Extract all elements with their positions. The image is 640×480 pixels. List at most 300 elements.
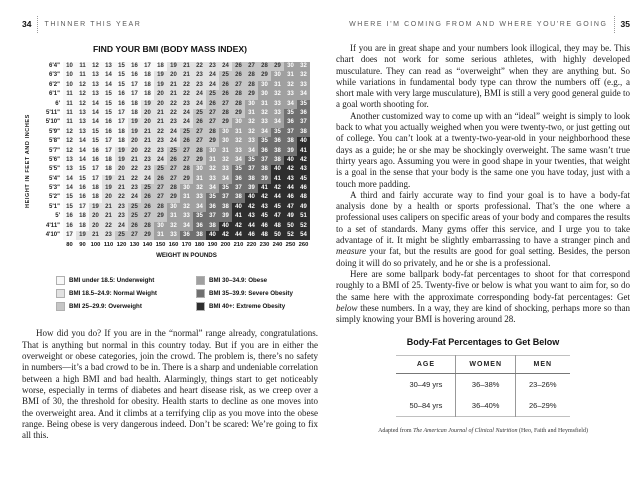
- bmi-cell: 33: [245, 137, 258, 146]
- bmi-cell: 16: [76, 184, 89, 193]
- bmi-cell: 26: [141, 203, 154, 212]
- bmi-cell: 47: [271, 212, 284, 221]
- bmi-cell: 19: [154, 71, 167, 80]
- bmi-cell: 42: [245, 203, 258, 212]
- bmi-cell: 44: [271, 193, 284, 202]
- italic-text: measure: [336, 246, 367, 257]
- bmi-cell: 18: [141, 81, 154, 90]
- bmi-cell: 16: [115, 100, 128, 109]
- bmi-cell: 29: [258, 71, 271, 80]
- bmi-cell: 27: [206, 109, 219, 118]
- bmi-cell: 14: [63, 184, 76, 193]
- bmi-cell: 20: [128, 147, 141, 156]
- bmi-cell: 38: [232, 193, 245, 202]
- bmi-cell: 42: [258, 193, 271, 202]
- bmi-cell: 46: [245, 231, 258, 240]
- bmi-cell: 31: [167, 212, 180, 221]
- bmi-cell: 15: [115, 81, 128, 90]
- bmi-cell: 16: [89, 147, 102, 156]
- bmi-grid: [36, 62, 318, 240]
- header-divider: [614, 16, 615, 33]
- bmi-cell: 17: [76, 203, 89, 212]
- bmi-cell: 23: [193, 81, 206, 90]
- bmi-cell: 27: [245, 62, 258, 71]
- bmi-cell: 27: [206, 118, 219, 127]
- bmi-cell: 30: [193, 165, 206, 174]
- bmi-cell: 34: [245, 147, 258, 156]
- bmi-cell: 24: [128, 193, 141, 202]
- legend-label: BMI under 18.5: Underweight: [69, 277, 155, 285]
- bmi-weight-label: 150: [155, 242, 166, 249]
- bmi-cell: 18: [115, 128, 128, 137]
- bmi-cell: 14: [76, 137, 89, 146]
- bmi-cell: 32: [219, 156, 232, 165]
- bmi-cell: 41: [258, 184, 271, 193]
- legend-swatch: [196, 302, 205, 311]
- bmi-cell: 20: [102, 193, 115, 202]
- bmi-cell: 23: [193, 71, 206, 80]
- bmi-row: [36, 231, 318, 240]
- bmi-cell: 27: [167, 165, 180, 174]
- bmi-cell: 13: [63, 165, 76, 174]
- legend-label: BMI 40+: Extreme Obesity: [209, 303, 286, 311]
- bmi-cell: 13: [89, 71, 102, 80]
- bmi-cell: 35: [258, 137, 271, 146]
- bmi-cell: 20: [89, 212, 102, 221]
- bmi-cell: 26: [167, 156, 180, 165]
- bmi-cell: 30: [219, 137, 232, 146]
- bmi-cell: 37: [297, 118, 310, 127]
- bmi-cell: 16: [102, 128, 115, 137]
- bmi-cell: 16: [76, 193, 89, 202]
- bmi-cell: 33: [206, 175, 219, 184]
- legend-swatch: [56, 289, 65, 298]
- bmi-cell: 32: [245, 118, 258, 127]
- bmi-cell: 28: [167, 184, 180, 193]
- bmi-cell: 23: [128, 184, 141, 193]
- bmi-cell: 19: [115, 156, 128, 165]
- bmi-cell: 16: [128, 62, 141, 71]
- legend-label: BMI 30–34.9: Obese: [209, 277, 268, 285]
- bmi-weight-label: 230: [259, 242, 270, 249]
- bmi-cell: 52: [284, 231, 297, 240]
- bmi-cell: 38: [206, 222, 219, 231]
- bmi-cell: 25: [219, 71, 232, 80]
- bmi-cell: 24: [115, 222, 128, 231]
- bmi-cell: 23: [154, 137, 167, 146]
- bmi-cell: 50: [271, 231, 284, 240]
- bmi-cell: 42: [219, 231, 232, 240]
- bmi-cell: 15: [89, 137, 102, 146]
- bmi-row: [36, 90, 318, 99]
- bmi-weight-label: 80: [66, 242, 73, 249]
- legend-item: [56, 289, 182, 298]
- bmi-chart: [25, 62, 318, 260]
- bmi-y-axis-label: HEIGHT IN FEET AND INCHES: [25, 113, 31, 208]
- bmi-weight-label: 130: [129, 242, 140, 249]
- bmi-cell: 22: [128, 165, 141, 174]
- bmi-cell: 30: [271, 71, 284, 80]
- bmi-cell: 41: [232, 212, 245, 221]
- bmi-cell: 27: [154, 193, 167, 202]
- bmi-row: [36, 109, 318, 118]
- bmi-cell: 29: [167, 193, 180, 202]
- bmi-weight-label: 220: [246, 242, 257, 249]
- bmi-cell: 17: [128, 81, 141, 90]
- bmi-cell: 16: [63, 222, 76, 231]
- bmi-row: [36, 81, 318, 90]
- bmi-cell: 26: [180, 137, 193, 146]
- bmi-cell: 40: [271, 165, 284, 174]
- bmi-cell: 46: [284, 193, 297, 202]
- bmi-cell: 12: [63, 137, 76, 146]
- bmi-cell: 27: [167, 175, 180, 184]
- bmi-height-label: 5'2": [49, 194, 60, 201]
- bmi-cell: 44: [245, 222, 258, 231]
- bmi-cell: 22: [141, 147, 154, 156]
- bmi-cell: 18: [76, 222, 89, 231]
- bmi-cell: 49: [297, 203, 310, 212]
- bmi-cell: 23: [154, 147, 167, 156]
- bmi-row: [36, 137, 318, 146]
- bmi-cell: 31: [245, 109, 258, 118]
- bmi-cell: 17: [128, 90, 141, 99]
- bmi-cell: 25: [154, 165, 167, 174]
- bmi-row: [36, 184, 318, 193]
- bmi-cell: 19: [128, 118, 141, 127]
- bmi-x-axis-label: WEIGHT IN POUNDS: [156, 252, 217, 260]
- bmi-cell: 35: [219, 184, 232, 193]
- legend-item: [56, 276, 182, 285]
- bmi-cell: 19: [128, 128, 141, 137]
- bmi-cell: 21: [102, 212, 115, 221]
- bmi-cell: 24: [180, 118, 193, 127]
- bmi-cell: 18: [128, 109, 141, 118]
- bmi-cell: 34: [219, 175, 232, 184]
- bmi-cell: 28: [193, 147, 206, 156]
- bmi-weight-label: 90: [79, 242, 86, 249]
- bmi-cell: 15: [115, 71, 128, 80]
- bmi-cell: 23: [206, 62, 219, 71]
- bmi-cell: 16: [115, 90, 128, 99]
- legend-item: [196, 289, 318, 298]
- body-paragraph: [336, 269, 630, 325]
- bmi-cell: 38: [297, 128, 310, 137]
- bmi-cell: 31: [206, 156, 219, 165]
- bmi-cell: 17: [63, 231, 76, 240]
- bmi-cell: 15: [89, 128, 102, 137]
- bmi-cell: 21: [167, 81, 180, 90]
- bmi-cell: 30: [258, 81, 271, 90]
- bmi-cell: 31: [180, 193, 193, 202]
- bmi-cell: 11: [63, 90, 76, 99]
- bmi-cell: 30: [154, 222, 167, 231]
- bmi-cell: 13: [63, 156, 76, 165]
- bmi-cell: 32: [206, 165, 219, 174]
- bmi-cell: 15: [102, 100, 115, 109]
- bmi-cell: 16: [128, 71, 141, 80]
- bmi-cell: 34: [206, 184, 219, 193]
- bmi-cell: 33: [180, 212, 193, 221]
- bmi-cell: 15: [76, 175, 89, 184]
- bmi-cell: 32: [258, 109, 271, 118]
- bmi-cell: 33: [219, 165, 232, 174]
- bmi-cell: 39: [245, 184, 258, 193]
- bmi-cell: 36: [193, 222, 206, 231]
- bodyfat-table-cell: 36–40%: [456, 395, 516, 417]
- bmi-cell: 15: [63, 193, 76, 202]
- bmi-cell: 12: [76, 90, 89, 99]
- bmi-cell: 31: [154, 231, 167, 240]
- bmi-cell: 25: [167, 147, 180, 156]
- bmi-weight-label: 170: [181, 242, 192, 249]
- bmi-cell: 28: [141, 222, 154, 231]
- bmi-cell: 37: [258, 156, 271, 165]
- weight-axis-spacer: [36, 242, 63, 251]
- bmi-cell: 21: [141, 128, 154, 137]
- bmi-cell: 33: [258, 118, 271, 127]
- bmi-cell: 35: [232, 165, 245, 174]
- bmi-cell: 27: [193, 128, 206, 137]
- legend-item: [56, 302, 182, 311]
- bmi-cell: 40: [284, 156, 297, 165]
- right-body-text: [336, 43, 630, 325]
- bmi-cell: 37: [232, 184, 245, 193]
- body-paragraph: [336, 111, 630, 190]
- bmi-cell: 28: [232, 100, 245, 109]
- right-running-header: [336, 17, 630, 31]
- bmi-cell: 10: [63, 62, 76, 71]
- legend-swatch: [56, 276, 65, 285]
- bmi-cell: 54: [297, 231, 310, 240]
- bmi-cell: 19: [167, 62, 180, 71]
- text-run: If you are in great shape and your numbers look illogical, they may be. This chart does not work for some serious athletes, with highly developed musculature. They can read as “overweight” when they are anything but. So while variations in fundamental body type can throw the numbers off (e.g., a short male with very large musculature), BMI is still a very good general guide to a goal worth shooting for.: [336, 43, 631, 110]
- text-run: A third and fairly accurate way to find your goal is to have a body-fat analysis done by a health or sports professional. That’s the one where a professional uses calipers on specific areas of your body and compares the results to a set of standards. Many gyms offer this service, and I urge you to take advantage of it. It might be slightly embarrassing to have a stranger pinch and: [336, 189, 630, 246]
- bmi-cell: 44: [284, 184, 297, 193]
- bmi-cell: 38: [271, 147, 284, 156]
- bmi-cell: 32: [297, 71, 310, 80]
- bmi-cell: 29: [141, 231, 154, 240]
- bmi-cell: 14: [89, 118, 102, 127]
- bmi-cell: 30: [206, 147, 219, 156]
- bmi-cell: 26: [193, 118, 206, 127]
- bmi-cell: 19: [141, 100, 154, 109]
- bmi-height-label: 5'7": [49, 147, 60, 154]
- bmi-cell: 30: [258, 90, 271, 99]
- bmi-cell: 33: [297, 81, 310, 90]
- bmi-cell: 40: [232, 203, 245, 212]
- bmi-cell: 34: [232, 156, 245, 165]
- bmi-cell: 22: [180, 81, 193, 90]
- bmi-cell: 25: [180, 128, 193, 137]
- bmi-cell: 21: [141, 137, 154, 146]
- bodyfat-table-header-row: [396, 356, 569, 374]
- bmi-cell: 27: [128, 231, 141, 240]
- bmi-cell: 31: [258, 100, 271, 109]
- bmi-cell: 30: [219, 128, 232, 137]
- bmi-cell: 11: [63, 109, 76, 118]
- bmi-cell: 29: [271, 62, 284, 71]
- bmi-weight-labels: [36, 242, 318, 251]
- bmi-cell: 21: [128, 156, 141, 165]
- bmi-cell: 32: [232, 137, 245, 146]
- bmi-cell: 22: [167, 109, 180, 118]
- legend-label: BMI 35–39.9: Severe Obesity: [209, 290, 293, 298]
- bmi-chart-title: FIND YOUR BMI (BODY MASS INDEX): [93, 44, 247, 54]
- bmi-cell: 40: [297, 137, 310, 146]
- bmi-cell: 25: [141, 184, 154, 193]
- bmi-cell: 36: [284, 118, 297, 127]
- bmi-cell: 17: [115, 109, 128, 118]
- bmi-cell: 41: [271, 175, 284, 184]
- bmi-cell: 37: [206, 212, 219, 221]
- bmi-cell: 38: [258, 165, 271, 174]
- bmi-height-label: 5'11": [46, 109, 60, 116]
- bodyfat-table-row: [396, 374, 569, 396]
- bmi-cell: 21: [154, 118, 167, 127]
- text-run: Adapted from: [378, 428, 414, 435]
- bmi-cell: 26: [219, 81, 232, 90]
- bmi-cell: 29: [154, 212, 167, 221]
- bmi-cell: 46: [258, 222, 271, 231]
- bmi-cell: 13: [76, 109, 89, 118]
- bmi-weight-label: 180: [194, 242, 205, 249]
- bmi-cell: 33: [193, 193, 206, 202]
- bmi-cell: 24: [206, 71, 219, 80]
- bmi-cell: 25: [193, 109, 206, 118]
- bmi-cell: 31: [232, 128, 245, 137]
- bmi-cell: 12: [76, 100, 89, 109]
- bmi-row: [36, 203, 318, 212]
- bmi-cell: 36: [232, 175, 245, 184]
- bmi-cell: 20: [154, 90, 167, 99]
- bmi-cell: 38: [284, 137, 297, 146]
- bmi-cell: 28: [245, 71, 258, 80]
- bmi-cell: 24: [167, 128, 180, 137]
- bmi-weight-label: 100: [90, 242, 101, 249]
- bmi-cell: 21: [167, 90, 180, 99]
- bmi-cell: 41: [297, 147, 310, 156]
- bmi-cell: 25: [128, 203, 141, 212]
- bmi-cell: 14: [89, 109, 102, 118]
- bmi-cell: 17: [115, 118, 128, 127]
- bmi-cell: 43: [258, 203, 271, 212]
- bmi-cell: 24: [206, 81, 219, 90]
- bmi-cell: 26: [219, 90, 232, 99]
- bmi-cell: 13: [76, 128, 89, 137]
- bmi-weight-label: 160: [168, 242, 179, 249]
- bmi-cell: 52: [297, 222, 310, 231]
- bmi-cell: 28: [180, 165, 193, 174]
- bmi-cell: 21: [115, 184, 128, 193]
- bmi-cell: 22: [193, 62, 206, 71]
- bmi-cell: 48: [297, 193, 310, 202]
- bmi-cell: 21: [154, 109, 167, 118]
- bmi-cell: 24: [219, 62, 232, 71]
- bmi-cell: 36: [206, 203, 219, 212]
- bmi-cell: 28: [232, 90, 245, 99]
- legend-swatch: [196, 276, 205, 285]
- bmi-row: [36, 62, 318, 71]
- bmi-cell: 29: [219, 118, 232, 127]
- bmi-cell: 29: [206, 137, 219, 146]
- bmi-cell: 20: [89, 222, 102, 231]
- bmi-weight-label: 120: [116, 242, 127, 249]
- bmi-cell: 11: [63, 100, 76, 109]
- legend-swatch: [56, 302, 65, 311]
- bmi-cell: 19: [76, 231, 89, 240]
- bmi-height-label: 6'2": [49, 81, 60, 88]
- bmi-cell: 40: [219, 222, 232, 231]
- bmi-cell: 38: [193, 231, 206, 240]
- bmi-cell: 39: [258, 175, 271, 184]
- bmi-cell: 16: [63, 212, 76, 221]
- bmi-cell: 13: [89, 81, 102, 90]
- bmi-cell: 26: [128, 222, 141, 231]
- bmi-cell: 15: [115, 62, 128, 71]
- bmi-cell: 30: [284, 62, 297, 71]
- bmi-cell: 19: [102, 184, 115, 193]
- bmi-cell: 31: [284, 71, 297, 80]
- bmi-height-label: 5'8": [49, 138, 60, 145]
- bmi-cell: 46: [297, 184, 310, 193]
- bmi-cell: 38: [245, 175, 258, 184]
- bodyfat-table-title: Body-Fat Percentages to Get Below: [406, 337, 560, 348]
- bmi-cell: 27: [141, 212, 154, 221]
- bmi-cell: 15: [102, 90, 115, 99]
- bmi-cell: 25: [206, 90, 219, 99]
- bmi-cell: 49: [284, 212, 297, 221]
- bmi-cell: 40: [245, 193, 258, 202]
- table-source-citation: [336, 428, 630, 434]
- bmi-cell: 14: [63, 175, 76, 184]
- bmi-cell: 17: [141, 62, 154, 71]
- bmi-cell: 17: [102, 137, 115, 146]
- bmi-cell: 23: [141, 156, 154, 165]
- bmi-cell: 11: [76, 62, 89, 71]
- bmi-cell: 34: [271, 118, 284, 127]
- bmi-cell: 14: [102, 71, 115, 80]
- bmi-cell: 22: [180, 90, 193, 99]
- body-paragraph: [336, 190, 630, 269]
- bmi-cell: 35: [297, 100, 310, 109]
- bmi-cell: 33: [167, 231, 180, 240]
- legend-item: [196, 302, 318, 311]
- bmi-cell: 34: [258, 128, 271, 137]
- left-body-paragraph: How did you do? If you are in the “normal” range already, congratulations. That is anything but normal in this country today. But if you are in either the overweight or obese categories, join the crowd. The problem is, there’s no safety in numbers—it’s a bad crowd to be in. There is a sharp and undeniable correlation between a high BMI and bad health. Alarmingly, things start to get noticeably worse, especially in terms of diabetes and heart disease risk, as we creep over a BMI of 30, the threshold for obesity. Health starts to decline as one moves into the overweight area. And it climbs at a terrifying clip as you move into the obese range. Being obese is very dangerous indeed. Don’t be scared: We’re going to fix all this.: [22, 328, 318, 441]
- legend-label: BMI 18.5–24.9: Normal Weight: [69, 290, 157, 298]
- bmi-cell: 19: [102, 175, 115, 184]
- bmi-cell: 21: [102, 203, 115, 212]
- bmi-row: [36, 100, 318, 109]
- bmi-cell: 45: [271, 203, 284, 212]
- right-running-title: WHERE I'M COMING FROM AND WHERE YOU'RE GOING: [349, 20, 608, 28]
- legend-label: BMI 25–29.9: Overweight: [69, 303, 142, 311]
- bmi-cell: 35: [245, 156, 258, 165]
- bmi-cell: 20: [167, 71, 180, 80]
- bmi-cell: 24: [180, 109, 193, 118]
- bmi-cell: 28: [258, 62, 271, 71]
- bmi-cell: 22: [167, 100, 180, 109]
- bmi-cell: 31: [219, 147, 232, 156]
- bmi-height-label: 5'9": [49, 128, 60, 135]
- left-page-number: 34: [22, 19, 32, 29]
- bmi-height-label: 6': [55, 100, 60, 107]
- bmi-height-label: 5': [55, 213, 60, 220]
- bmi-weight-label: 140: [142, 242, 153, 249]
- bmi-cell: 22: [128, 175, 141, 184]
- bmi-cell: 40: [206, 231, 219, 240]
